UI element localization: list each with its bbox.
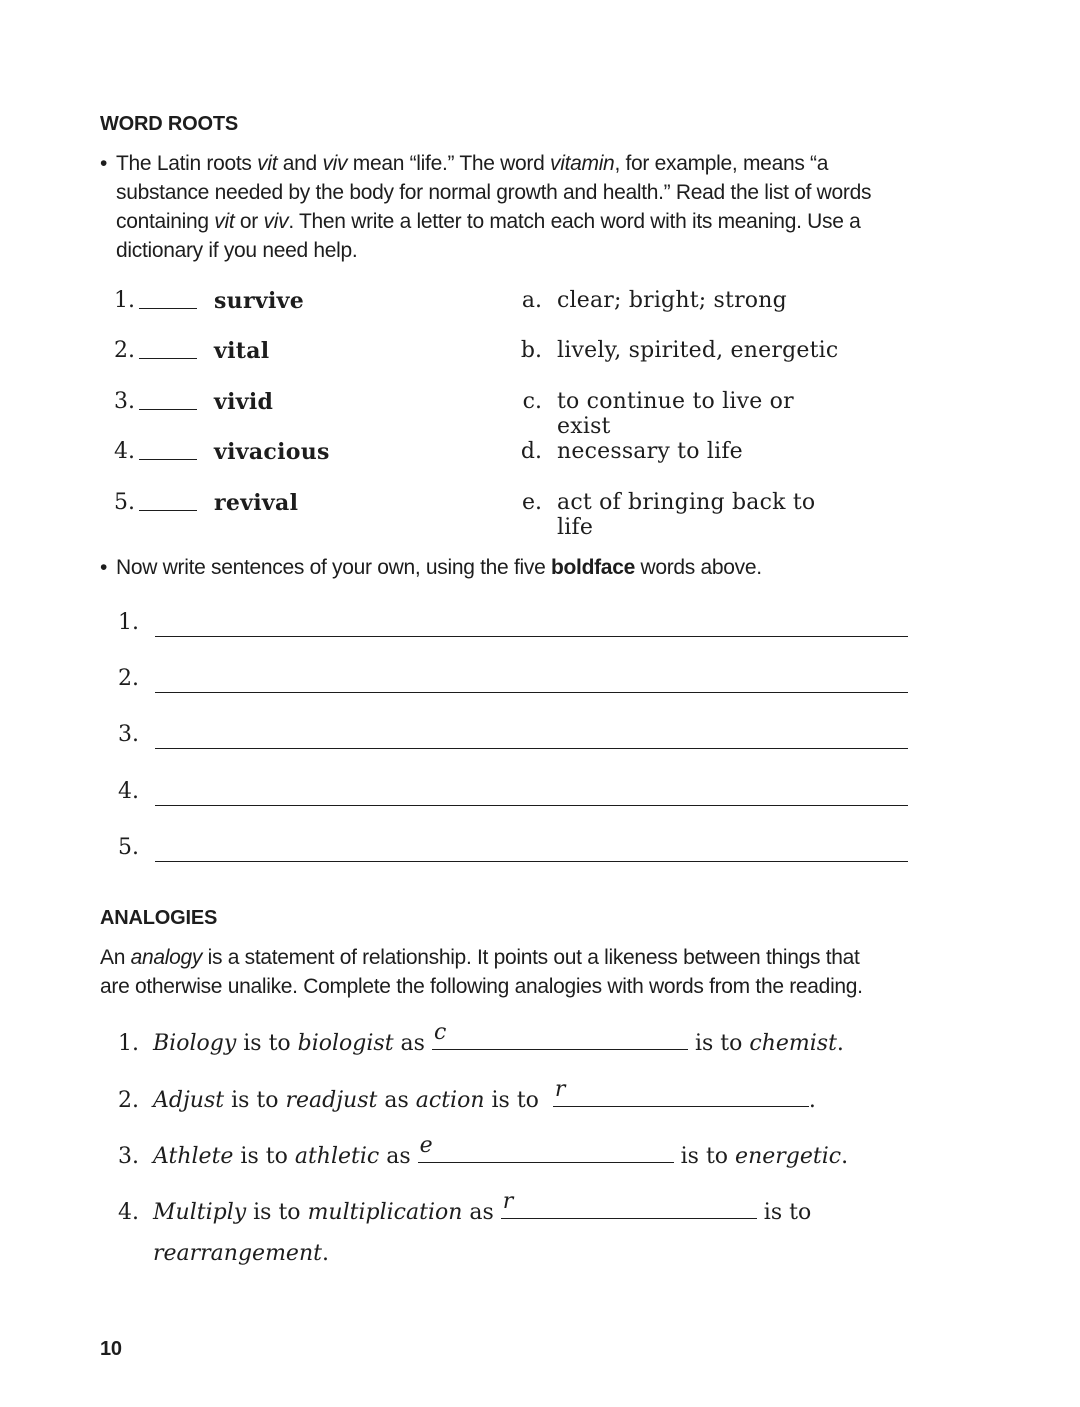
answer-blank[interactable] — [139, 510, 197, 511]
sentence-line[interactable]: 4. — [118, 779, 908, 813]
page-number: 10 — [100, 1338, 122, 1360]
hint-letter: r — [554, 1077, 566, 1102]
word-roots-heading: WORD ROOTS — [100, 113, 238, 135]
hint-letter: e — [419, 1133, 433, 1158]
answer-blank[interactable] — [501, 1189, 757, 1219]
matching-row: 4. vivacious d. necessary to life — [114, 439, 743, 465]
answer-blank[interactable] — [418, 1133, 674, 1163]
word-roots-instructions: • The Latin roots vit and viv mean “life.” The word vitamin, for example, means “a substance needed by the body for normal growth and health.” Read the list of words containing vit or viv. Then write a letter to match each word with its meaning. Use a dictionary if you need help. — [100, 149, 880, 265]
answer-blank[interactable] — [139, 459, 197, 460]
answer-blank[interactable] — [432, 1020, 688, 1050]
sentence-line[interactable]: 2. — [118, 666, 908, 700]
answer-blank[interactable] — [139, 358, 197, 359]
sentences-instructions: • Now write sentences of your own, using the five boldface words above. — [100, 553, 880, 582]
answer-blank[interactable] — [139, 308, 197, 309]
hint-letter: c — [433, 1020, 447, 1045]
matching-row: 5. revival e. act of bringing back to life — [114, 490, 816, 540]
bullet-icon: • — [100, 152, 108, 175]
matching-row: 3. vivid c. to continue to live or exist — [114, 389, 794, 439]
answer-blank[interactable] — [139, 409, 197, 410]
sentence-line[interactable]: 3. — [118, 722, 908, 756]
sentence-line[interactable]: 5. — [118, 835, 908, 869]
answer-blank[interactable] — [553, 1077, 809, 1107]
analogies-instructions: An analogy is a statement of relationship. It points out a likeness between things that are otherwise unalike. Complete the following analogies with words from the reading. — [100, 946, 863, 998]
analogies-heading: ANALOGIES — [100, 907, 218, 929]
bullet-icon: • — [100, 556, 108, 579]
matching-row: 1. survive a. clear; bright; strong — [114, 288, 787, 314]
sentence-line[interactable]: 1. — [118, 610, 908, 644]
matching-row: 2. vital b. lively, spirited, energetic — [114, 338, 839, 364]
hint-letter: r — [502, 1189, 514, 1214]
